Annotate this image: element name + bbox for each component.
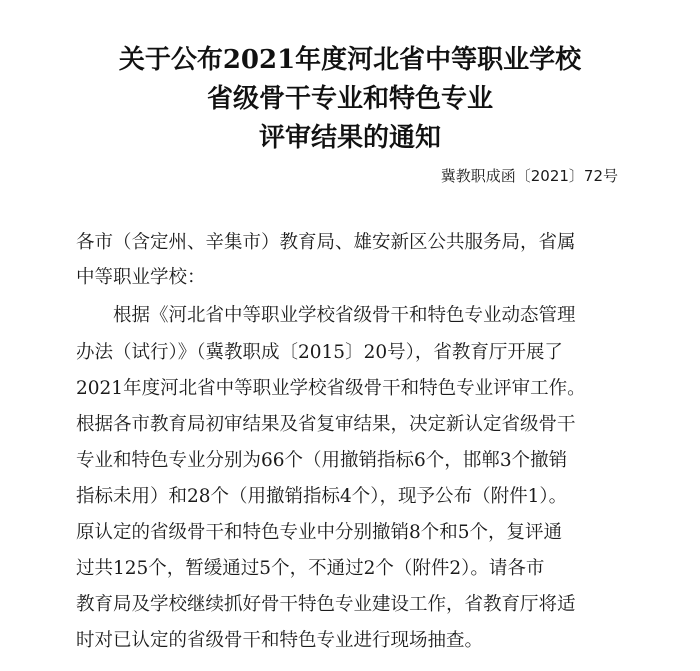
body-line-8: 过共125个，暂缓通过5个，不通过2个（附件2）。请各市 xyxy=(76,558,545,579)
body-line-1: 根据《河北省中等职业学校省级骨干和特色专业动态管理 xyxy=(113,305,576,326)
body-line-6: 指标未用）和28个（用撤销指标4个），现予公布（附件1）。 xyxy=(76,486,568,507)
title-line-1: 关于公布2021年度河北省中等职业学校 xyxy=(118,45,582,75)
body-line-3: 2021年度河北省中等职业学校省级骨干和特色专业评审工作。 xyxy=(76,378,586,399)
body-line-7: 原认定的省级骨干和特色专业中分别撤销8个和5个，复评通 xyxy=(76,522,563,543)
body-line-2: 办法（试行）》（冀教职成〔2015〕20号），省教育厅开展了 xyxy=(76,342,563,363)
body-line-4: 根据各市教育局初审结果及省复审结果，决定新认定省级骨干 xyxy=(76,414,576,435)
body-line-5: 专业和特色专业分别为66个（用撤销指标6个，邯郸3个撤销 xyxy=(76,450,568,471)
document-number: 冀教职成函〔2021〕72号 xyxy=(440,167,618,185)
body-line-9: 教育局及学校继续抓好骨干特色专业建设工作，省教育厅将适 xyxy=(76,594,576,615)
addressee-line-2: 中等职业学校： xyxy=(76,267,206,288)
title-line-3: 评审结果的通知 xyxy=(258,123,441,153)
body-line-10: 时对已认定的省级骨干和特色专业进行现场抽查。 xyxy=(76,630,484,651)
title-line-2: 省级骨干专业和特色专业 xyxy=(206,84,493,114)
addressee-line-1: 各市（含定州、辛集市）教育局、雄安新区公共服务局，省属 xyxy=(76,232,576,253)
